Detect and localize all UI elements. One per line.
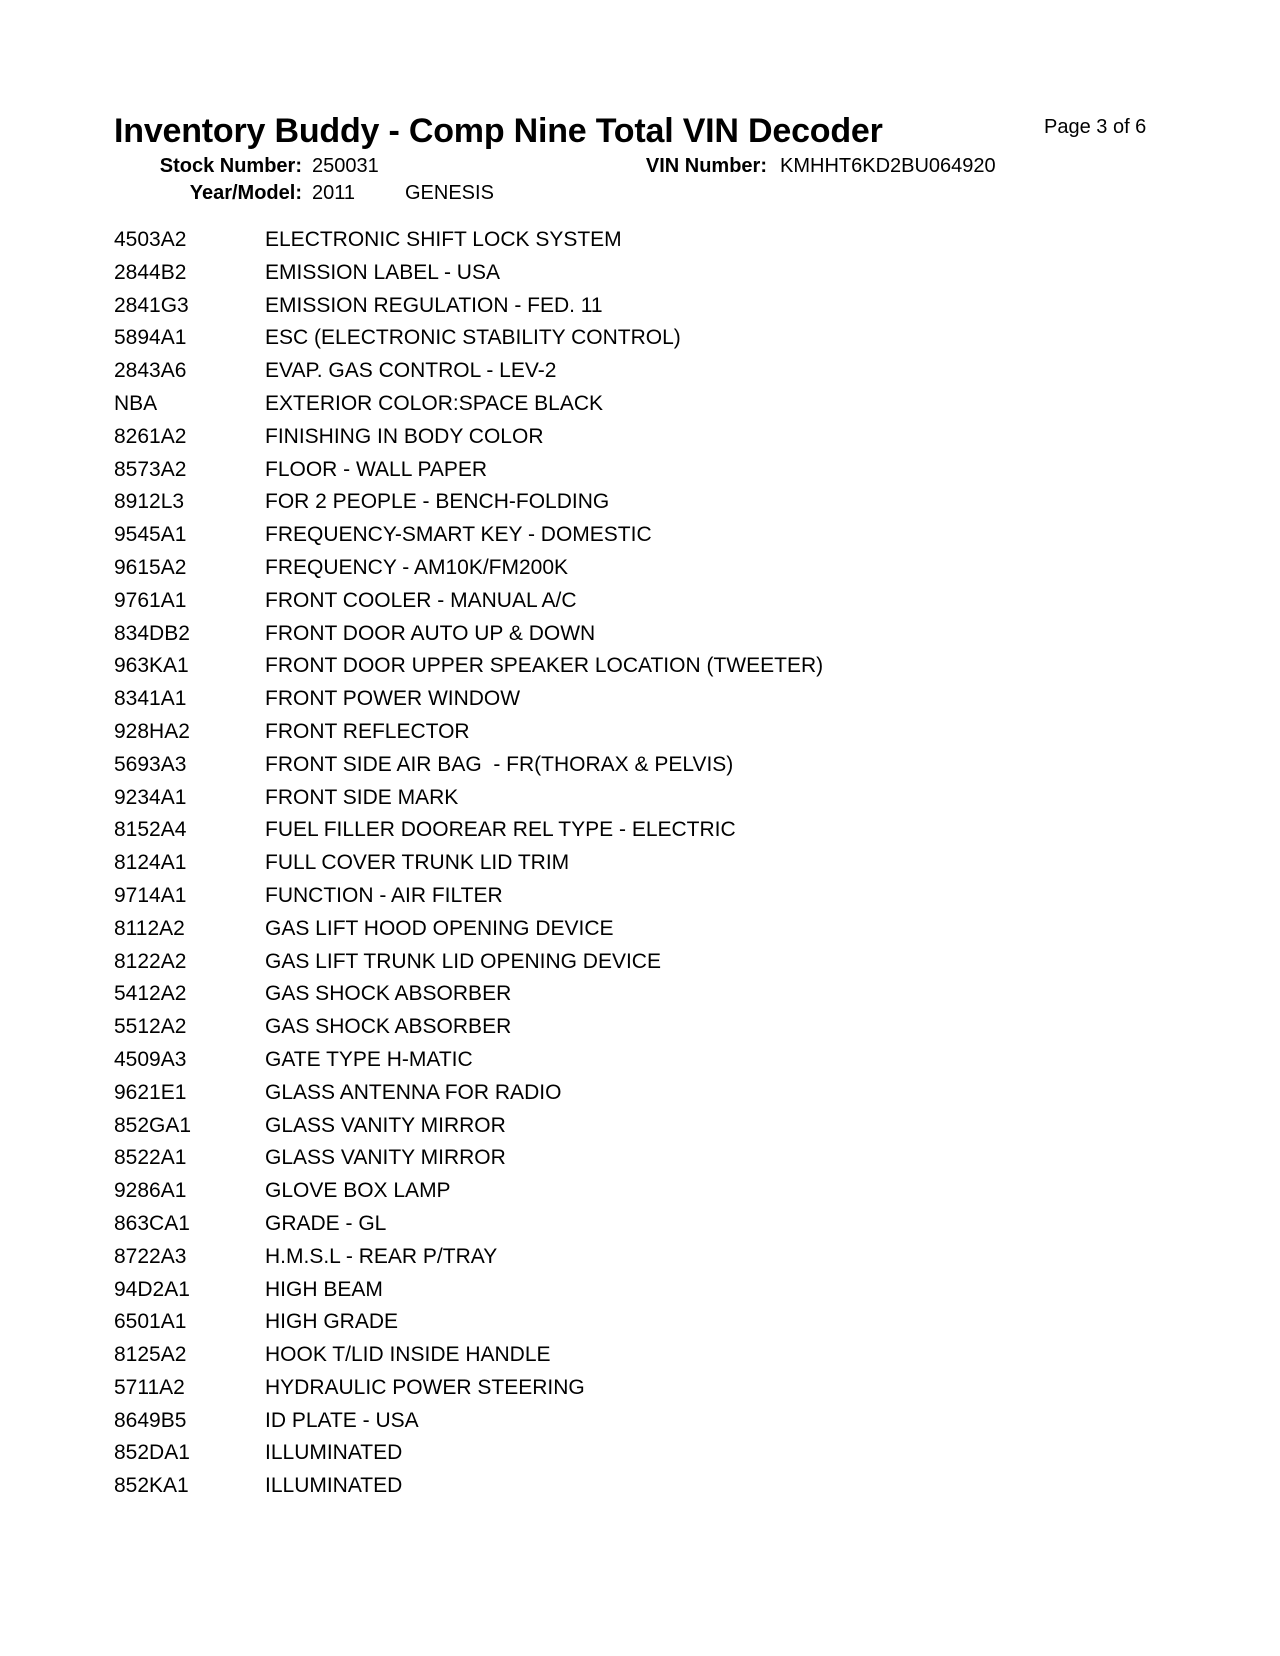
option-code: NBA — [114, 391, 158, 415]
option-code: 2841G3 — [114, 293, 189, 317]
option-description: FOR 2 PEOPLE - BENCH-FOLDING — [265, 490, 610, 514]
year-model-label: Year/Model: — [189, 182, 302, 204]
option-code: 5693A3 — [114, 752, 187, 776]
option-code: 963KA1 — [114, 654, 189, 678]
option-description: FLOOR - WALL PAPER — [265, 457, 488, 481]
option-row — [114, 950, 823, 983]
option-row — [114, 818, 823, 851]
option-code: 863CA1 — [114, 1211, 190, 1235]
option-row — [114, 720, 823, 753]
option-code: 9234A1 — [114, 785, 187, 809]
option-description: ILLUMINATED — [265, 1474, 403, 1498]
option-description: ELECTRONIC SHIFT LOCK SYSTEM — [265, 228, 622, 251]
option-description: FRONT SIDE MARK — [265, 785, 459, 809]
option-description: FREQUENCY - AM10K/FM200K — [265, 555, 569, 579]
vin-number-label: VIN Number: — [645, 155, 767, 177]
option-description: GAS LIFT TRUNK LID OPENING DEVICE — [265, 949, 661, 973]
option-description: FRONT REFLECTOR — [265, 719, 470, 743]
option-code: 5711A2 — [114, 1375, 185, 1399]
option-row — [114, 589, 823, 622]
option-row — [114, 359, 823, 392]
option-row — [114, 490, 823, 523]
option-description: EMISSION REGULATION - FED. 11 — [265, 293, 603, 317]
option-code: 5894A1 — [114, 326, 187, 350]
option-code: 8261A2 — [114, 424, 187, 448]
option-row — [114, 884, 823, 917]
option-code: 852DA1 — [114, 1441, 190, 1465]
option-code: 834DB2 — [114, 621, 190, 645]
option-description: GLASS VANITY MIRROR — [265, 1113, 506, 1137]
option-row — [114, 1146, 823, 1179]
option-description: GLASS ANTENNA FOR RADIO — [265, 1080, 562, 1104]
option-description: GAS SHOCK ABSORBER — [265, 982, 512, 1006]
option-row — [114, 1212, 823, 1245]
option-code: 8649B5 — [114, 1408, 187, 1432]
option-row — [114, 326, 823, 359]
option-code: 8912L3 — [114, 490, 185, 514]
option-code: 9621E1 — [114, 1080, 187, 1104]
document-title: Inventory Buddy - Comp Nine Total VIN Decoder — [114, 112, 883, 150]
option-description: ILLUMINATED — [265, 1441, 403, 1465]
option-description: FRONT POWER WINDOW — [265, 687, 521, 711]
option-description: FRONT DOOR UPPER SPEAKER LOCATION (TWEETER) — [265, 654, 824, 678]
option-row — [114, 1114, 823, 1147]
option-code: 9615A2 — [114, 555, 187, 579]
option-code: 852GA1 — [114, 1113, 192, 1137]
option-row — [114, 622, 823, 655]
option-row — [114, 1278, 823, 1311]
option-row — [114, 1376, 823, 1409]
option-code: 8112A2 — [114, 916, 185, 940]
option-row — [114, 654, 823, 687]
option-description: EXTERIOR COLOR:SPACE BLACK — [265, 391, 604, 415]
option-row — [114, 1015, 823, 1048]
option-row — [114, 228, 823, 261]
option-row — [114, 687, 823, 720]
option-row — [114, 458, 823, 491]
option-code: 8573A2 — [114, 457, 187, 481]
option-row — [114, 523, 823, 556]
option-code: 8122A2 — [114, 949, 187, 973]
option-description: FUNCTION - AIR FILTER — [265, 883, 503, 907]
option-list — [114, 228, 823, 1507]
option-row — [114, 1245, 823, 1278]
option-description: HIGH GRADE — [265, 1310, 399, 1334]
option-row — [114, 1474, 823, 1507]
option-description: GAS LIFT HOOD OPENING DEVICE — [265, 916, 614, 940]
option-description: GAS SHOCK ABSORBER — [265, 1015, 512, 1039]
option-row — [114, 261, 823, 294]
option-row — [114, 851, 823, 884]
option-code: 6501A1 — [114, 1310, 187, 1334]
option-row — [114, 1179, 823, 1212]
option-code: 8522A1 — [114, 1146, 187, 1170]
option-code: 5412A2 — [114, 982, 187, 1006]
option-code: 5512A2 — [114, 1015, 187, 1039]
option-description: GLOVE BOX LAMP — [265, 1179, 451, 1203]
option-description: FRONT COOLER - MANUAL A/C — [265, 588, 577, 612]
option-code: 8124A1 — [114, 851, 187, 875]
option-description: FRONT DOOR AUTO UP & DOWN — [265, 621, 596, 645]
option-code: 4509A3 — [114, 1047, 187, 1071]
option-row — [114, 1343, 823, 1376]
option-description: FRONT SIDE AIR BAG - FR(THORAX & PELVIS) — [265, 752, 734, 776]
option-code: 94D2A1 — [114, 1277, 190, 1301]
option-row — [114, 753, 823, 786]
option-code: 8341A1 — [114, 687, 187, 711]
option-description: FREQUENCY-SMART KEY - DOMESTIC — [265, 523, 652, 547]
option-row — [114, 1441, 823, 1474]
option-row — [114, 1409, 823, 1442]
stock-number-value: 250031 — [312, 155, 379, 177]
option-row — [114, 425, 823, 458]
option-code: 9714A1 — [114, 883, 187, 907]
option-code: 8722A3 — [114, 1244, 187, 1268]
option-code: 852KA1 — [114, 1474, 189, 1498]
option-row — [114, 1081, 823, 1114]
option-row — [114, 294, 823, 327]
option-description: HIGH BEAM — [265, 1277, 383, 1301]
vin-number-value: KMHHT6KD2BU064920 — [780, 155, 996, 177]
option-description: FUEL FILLER DOOREAR REL TYPE - ELECTRIC — [265, 818, 736, 842]
option-code: 4503A2 — [114, 228, 187, 251]
option-code: 8125A2 — [114, 1343, 187, 1367]
option-description: GATE TYPE H-MATIC — [265, 1047, 473, 1071]
option-code: 9545A1 — [114, 523, 187, 547]
stock-number-label: Stock Number: — [159, 155, 302, 177]
option-row — [114, 982, 823, 1015]
option-description: HOOK T/LID INSIDE HANDLE — [265, 1343, 551, 1367]
page-indicator: Page 3 of 6 — [1044, 116, 1147, 138]
option-description: FULL COVER TRUNK LID TRIM — [265, 851, 570, 875]
option-row — [114, 786, 823, 819]
option-description: HYDRAULIC POWER STEERING — [265, 1375, 585, 1399]
option-row — [114, 917, 823, 950]
year-value: 2011 — [312, 182, 356, 204]
option-description: GRADE - GL — [265, 1211, 387, 1235]
option-row — [114, 1048, 823, 1081]
option-row — [114, 556, 823, 589]
option-code: 9286A1 — [114, 1179, 187, 1203]
option-code: 2844B2 — [114, 260, 187, 284]
option-row — [114, 1310, 823, 1343]
option-row — [114, 392, 823, 425]
option-description: FINISHING IN BODY COLOR — [265, 424, 544, 448]
option-description: ID PLATE - USA — [265, 1408, 419, 1432]
option-code: 2843A6 — [114, 359, 187, 383]
option-description: EMISSION LABEL - USA — [265, 260, 500, 284]
option-code: 8152A4 — [114, 818, 187, 842]
option-code: 9761A1 — [114, 588, 187, 612]
option-description: ESC (ELECTRONIC STABILITY CONTROL) — [265, 326, 681, 350]
model-value: GENESIS — [405, 182, 494, 204]
option-description: EVAP. GAS CONTROL - LEV-2 — [265, 359, 557, 383]
option-description: GLASS VANITY MIRROR — [265, 1146, 506, 1170]
option-code: 928HA2 — [114, 719, 190, 743]
option-description: H.M.S.L - REAR P/TRAY — [265, 1244, 498, 1268]
